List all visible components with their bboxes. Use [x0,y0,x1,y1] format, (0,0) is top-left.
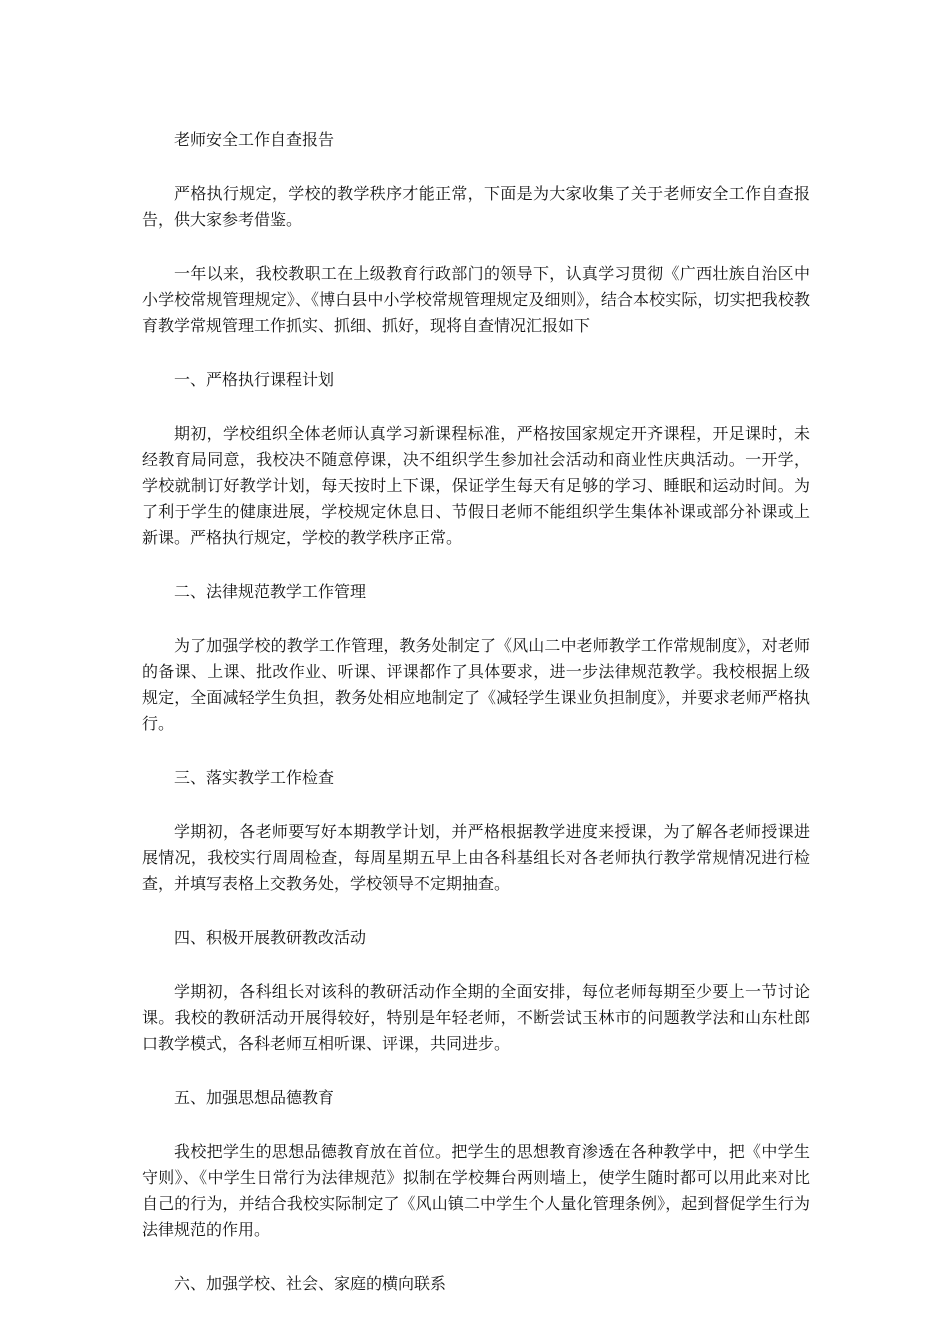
intro-paragraph: 严格执行规定，学校的教学秩序才能正常，下面是为大家收集了关于老师安全工作自查报告，供大家参考借鉴。 [142,184,810,229]
document-page [142,127,810,1325]
section-body-2: 为了加强学校的教学工作管理，教务处制定了《风山二中老师教学工作常规制度》，对老师的备课、上课、批改作业、听课、评课都作了具体要求，进一步法律规范教学。我校根据上级规定，全面减轻学生负担，教务处相应地制定了《减轻学生课业负担制度》，并要求老师严格执行。 [142,636,810,733]
section-heading-1: 一、严格执行课程计划 [174,370,335,389]
section-heading-2: 二、法律规范教学工作管理 [174,582,367,601]
section-body-3: 学期初，各老师要写好本期教学计划，并严格根据教学进度来授课，为了解各老师授课进展情况，我校实行周周检查，每周星期五早上由各科基组长对各老师执行教学常规情况进行检查，并填写表格上交教务处，学校领导不定期抽查。 [142,822,810,893]
section-body-1: 期初，学校组织全体老师认真学习新课程标准，严格按国家规定开齐课程，开足课时，未经教育局同意，我校决不随意停课，决不组织学生参加社会活动和商业性庆典活动。一开学，学校就制订好教学计划，每天按时上下课，保证学生每天有足够的学习、睡眠和运动时间。为了利于学生的健康进展，学校规定休息日、节假日老师不能组织学生集体补课或部分补课或上新课。严格执行规定，学校的教学秩序正常。 [142,424,810,547]
section-heading-6: 六、加强学校、社会、家庭的横向联系 [174,1274,447,1293]
section-heading-5: 五、加强思想品德教育 [174,1088,335,1107]
section-body-5: 我校把学生的思想品德教育放在首位。把学生的思想教育渗透在各种教学中，把《中学生守则》、《中学生日常行为法律规范》拟制在学校舞台两则墙上，使学生随时都可以用此来对比自己的行为，并结合我校实际制定了《风山镇二中学生个人量化管理条例》，起到督促学生行为法律规范的作用。 [142,1142,810,1239]
section-heading-3: 三、落实教学工作检查 [174,768,335,787]
section-heading-4: 四、积极开展教研教改活动 [174,928,367,947]
opening-paragraph: 一年以来，我校教职工在上级教育行政部门的领导下，认真学习贯彻《广西壮族自治区中小学校常规管理规定》、《博白县中小学校常规管理规定及细则》，结合本校实际，切实把我校教育教学常规管理工作抓实、抓细、抓好，现将自查情况汇报如下 [142,264,810,335]
section-body-4: 学期初，各科组长对该科的教研活动作全期的全面安排，每位老师每期至少要上一节讨论课。我校的教研活动开展得较好，特别是年轻老师，不断尝试玉林市的问题教学法和山东杜郎口教学模式，各科老师互相听课、评课，共同进步。 [142,982,810,1053]
document-title: 老师安全工作自查报告 [174,130,335,149]
